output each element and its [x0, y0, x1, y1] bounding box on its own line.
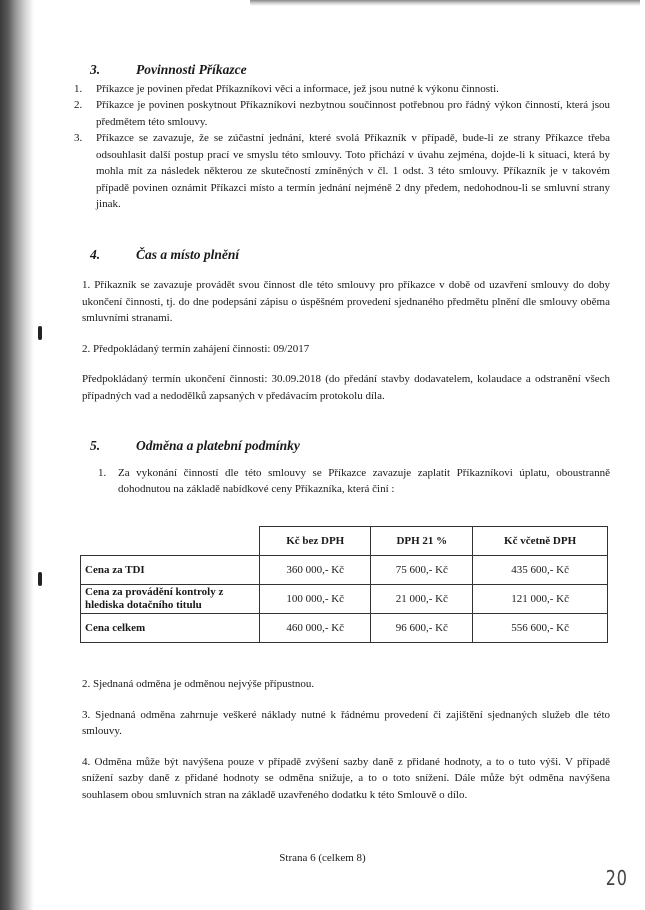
section-5-heading: [90, 438, 610, 455]
scan-shadow-left: [0, 0, 34, 910]
table-cell: 460 000,- Kč: [260, 614, 371, 643]
section-number: 4.: [90, 246, 101, 262]
item-number: 2.: [74, 99, 83, 111]
paragraph: 1. Příkazník se zavazuje provádět svou činnost dle této smlouvy pro příkazce v době od uzavření smlouvy do doby ukončení činnosti, tj. do dne podepsání zápisu o úspěšném provedení sjednaného předmětu plnění dle smlouvy oběma smluvními stranami.: [82, 279, 610, 324]
section-5-paragraphs: [82, 676, 610, 803]
item-text: Za vykonání činností dle této smlouvy se Příkazce zavazuje zaplatit Příkazníkovi úplatu, oboustranně dohodnutou na základě nabídkové ceny Příkazníka, která činí :: [118, 466, 610, 495]
price-table: [80, 526, 608, 643]
punch-mark: [38, 572, 42, 586]
paragraph: Předpokládaný termín ukončení činnosti: 30.09.2018 (do předání stavby dodavatelem, kolaudace a odstranění všech případných vad a nedodělků zapsaných v předávacím protokolu díla.: [82, 373, 610, 402]
empty-corner-cell: [81, 527, 260, 556]
page-footer: Strana 6 (celkem 8): [279, 852, 366, 864]
section-number: 5.: [90, 438, 101, 453]
table-row: [81, 614, 608, 643]
section-number: 3.: [90, 62, 101, 77]
section-title: Odměna a platební podmínky: [136, 438, 300, 453]
list-item: [74, 130, 610, 213]
item-text: Příkazce se zavazuje, že se zúčastní jednání, které svolá Příkazník v případě, bude-li ze strany Příkazce třeba odsouhlasit další postup prací ve smyslu této smlouvy. Toto přichází v úvahu zejména, dojde-li k situaci, která by mohla mít za následek některou ze skutečností zmíněných v čl. 1 odst. 3 této smlouvy. Příkazník je v takovém případě povinen oznámit Příkazci místo a termín jednání nejméně 2 dny předem, nedohodnou-li se smluvní strany jinak.: [96, 132, 610, 210]
list-item: [74, 97, 610, 130]
table-cell: 96 600,- Kč: [371, 614, 473, 643]
table-cell: 360 000,- Kč: [260, 556, 371, 585]
section-3-list: [74, 81, 610, 213]
column-header: Kč včetně DPH: [473, 527, 608, 556]
section-title: Čas a místo plnění: [136, 246, 240, 262]
paragraph: 4. Odměna může být navýšena pouze v případě zvýšení sazby daně z přidané hodnoty, a to o tuto výši. V případě snížení sazby daně z přidané hodnoty se odměna snižuje, a to o toto snížení. Dále může být odměna navýšena souhlasem obou smluvních stran na základě uzavřeného dodatku k této Smlouvě o dílo.: [82, 755, 610, 801]
document-page: [74, 62, 610, 498]
item-text: Příkazce je povinen předat Příkazníkovi věci a informace, jež jsou nutné k výkonu činnosti.: [96, 82, 499, 95]
paragraph: 2. Sjednaná odměna je odměnou nejvýše přípustnou.: [82, 678, 315, 690]
table-cell: 100 000,- Kč: [260, 585, 371, 614]
table-cell: 21 000,- Kč: [371, 585, 473, 614]
column-header: Kč bez DPH: [260, 527, 371, 556]
section-3-heading: [90, 62, 610, 79]
table-header-row: [81, 527, 608, 556]
item-number: 1.: [74, 82, 83, 95]
punch-mark: [38, 326, 42, 340]
list-item: [98, 465, 610, 498]
item-number: 3.: [74, 132, 83, 144]
section-4-heading: [90, 247, 610, 264]
table-row: [81, 585, 608, 614]
scan-shadow-top: [250, 0, 640, 6]
item-text: Příkazce je povinen poskytnout Příkazníkovi nezbytnou součinnost potřebnou pro řádný výkon činností, která jsou předmětem této smlouvy.: [96, 99, 610, 128]
table-cell: 75 600,- Kč: [371, 556, 473, 585]
row-label: Cena celkem: [81, 614, 260, 643]
row-label: Cena za provádění kontroly z hlediska dotačního titulu: [81, 585, 260, 614]
column-header: DPH 21 %: [371, 527, 473, 556]
table-cell: 435 600,- Kč: [473, 556, 608, 585]
table-row: [81, 556, 608, 585]
section-title: Povinnosti Příkazce: [136, 62, 247, 77]
paragraph: 3. Sjednaná odměna zahrnuje veškeré náklady nutné k řádnému provedení či zajištění sjednaných služeb dle této smlouvy.: [82, 708, 610, 737]
table-cell: 556 600,- Kč: [473, 614, 608, 643]
table-cell: 121 000,- Kč: [473, 585, 608, 614]
list-item: [74, 81, 610, 98]
paragraph: 2. Předpokládaný termín zahájení činnosti: 09/2017: [82, 342, 310, 355]
handwritten-page-number: 20: [605, 866, 628, 890]
item-number: 1.: [98, 466, 107, 479]
row-label: Cena za TDI: [81, 556, 260, 585]
